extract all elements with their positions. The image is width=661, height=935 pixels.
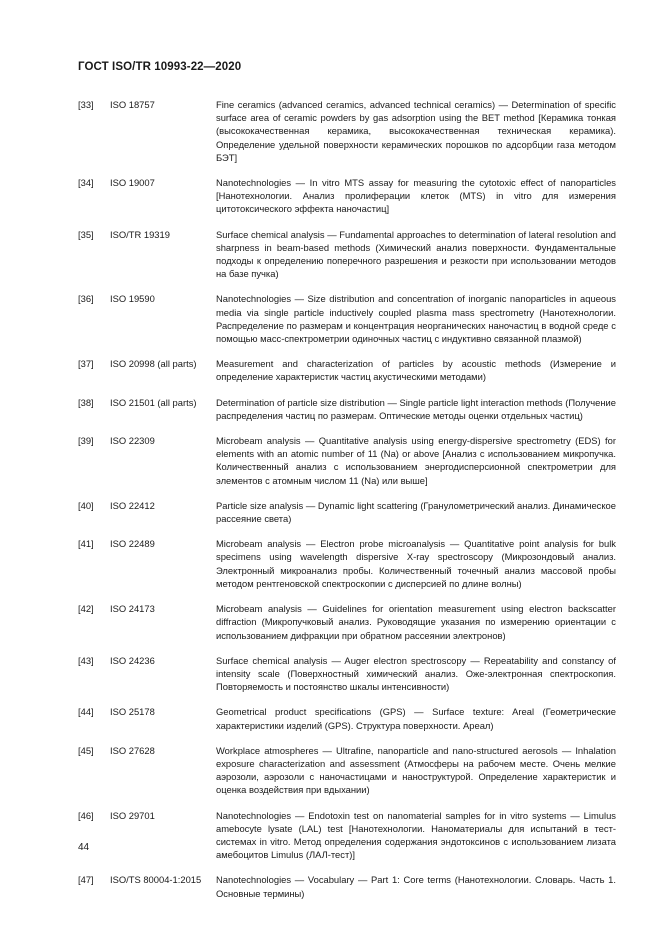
reference-entry <box>78 357 616 383</box>
reference-entry <box>78 499 616 525</box>
reference-entry <box>78 228 616 281</box>
reference-title: Microbeam analysis — Quantitative analysis using energy-dispersive spectrometry (EDS) for elements with an atomic number of 11 (Na) or above [Анализ с использованием микропучка. Количественный анализ с использованием энергодисперсионной спектрометрии для элементов с атомным числом 11 (Na) или выше] <box>216 435 616 486</box>
reference-number: [45] <box>78 744 94 756</box>
reference-entry <box>78 654 616 694</box>
reference-number: [44] <box>78 706 94 718</box>
reference-number: [37] <box>78 358 94 370</box>
reference-title: Workplace atmospheres — Ultrafine, nanoparticle and nano-structured aerosols — Inhalation exposure characterization and assessment (Атмосферы на рабочем месте. Очень мелкие аэрозоли, аэрозоли с наночастицами и наноструктурой. Определение характеристик и оценка воздействия при вдыхании) <box>216 744 616 796</box>
reference-standard: ISO/TR 19319 <box>110 228 170 240</box>
reference-title: Nanotechnologies — In vitro MTS assay for measuring the cytotoxic effect of nanoparticles [Нанотехнологии. Анализ пролиферации клеток (MTS) in vitro для измерения цитотоксического эффекта наночастиц] <box>216 177 616 215</box>
reference-number: [47] <box>78 874 94 886</box>
reference-standard: ISO 19007 <box>110 177 155 189</box>
reference-entry <box>78 176 616 216</box>
reference-title: Surface chemical analysis — Auger electron spectroscopy — Repeatability and constancy of intensity scale (Поверхностный химический анализ. Оже-электронная спектроскопия. Повторяемость и постоянство шкалы интенсивности) <box>216 654 616 693</box>
reference-number: [33] <box>78 99 94 110</box>
reference-standard: ISO 24236 <box>110 654 155 666</box>
reference-standard: ISO 22309 <box>110 435 155 447</box>
reference-title: Measurement and characterization of particles by acoustic methods (Измерение и определение характеристик частиц акустическими методами) <box>216 358 616 383</box>
reference-title: Particle size analysis — Dynamic light scattering (Гранулометрический анализ. Динамическое рассеяние света) <box>216 499 616 525</box>
reference-entry <box>78 873 616 899</box>
reference-title: Microbeam analysis — Electron probe microanalysis — Quantitative point analysis for bulk specimens using wavelength dispersive X-ray spectroscopy (Микрозондовый анализ. Электронный микроанализ пробы. Количественный точечный анализ массовой пробы методом рентгеновской спектроскопии с дисперсией по длине волны) <box>216 538 616 589</box>
reference-entry <box>78 434 616 487</box>
reference-standard: ISO 18757 <box>110 99 155 110</box>
reference-entry <box>78 705 616 731</box>
reference-number: [43] <box>78 654 94 666</box>
reference-standard: ISO 22412 <box>110 499 155 511</box>
reference-entry <box>78 396 616 422</box>
reference-title: Nanotechnologies — Vocabulary — Part 1: Core terms (Нанотехнологии. Словарь. Часть 1. Основные термины) <box>216 874 616 899</box>
reference-entry <box>78 602 616 642</box>
reference-standard: ISO 25178 <box>110 706 155 718</box>
reference-number: [46] <box>78 809 94 821</box>
reference-entry <box>78 744 616 797</box>
document-header: ГОСТ ISO/TR 10993-22—2020 <box>78 61 242 73</box>
reference-title: Fine ceramics (advanced ceramics, advanced technical ceramics) — Determination of specific surface area of ceramic powders by gas adsorption using the BET method [Керамика тонкая (высококачественная керамика, высококачественная техническая керамика). Определение удельной поверхности керамических порошков по адсорбции газа методом БЭТ] <box>216 99 616 163</box>
reference-standard: ISO 27628 <box>110 744 155 756</box>
reference-number: [42] <box>78 603 94 615</box>
reference-standard: ISO 24173 <box>110 603 155 615</box>
reference-number: [34] <box>78 177 94 189</box>
reference-number: [39] <box>78 435 94 447</box>
reference-standard: ISO 21501 (all parts) <box>110 396 197 408</box>
reference-title: Nanotechnologies — Size distribution and concentration of inorganic nanoparticles in aqueous media via single particle inductively coupled plasma mass spectrometry (Нанотехнологии. Распределение по размерам и концентрация неорганических наночастиц в водной среде с помощью масс-спектрометрии одиночных частиц с индуктивно связанной плазмой) <box>216 293 616 345</box>
reference-standard: ISO 20998 (all parts) <box>110 358 197 370</box>
bibliography-list <box>78 98 616 912</box>
reference-standard: ISO 22489 <box>110 538 155 550</box>
reference-number: [35] <box>78 228 94 240</box>
reference-title: Determination of particle size distribution — Single particle light interaction methods (Получение распределения частиц по размерам. Оптические методы оценки отдельных частиц) <box>216 396 616 421</box>
reference-standard: ISO 19590 <box>110 293 155 305</box>
reference-standard: ISO 29701 <box>110 809 155 821</box>
reference-standard: ISO/TS 80004-1:2015 <box>110 874 202 886</box>
reference-entry <box>78 537 616 590</box>
reference-number: [41] <box>78 538 94 550</box>
reference-title: Microbeam analysis — Guidelines for orientation measurement using electron backscatter diffraction (Микропучковый анализ. Руководящие указания по измерению ориентации с использованием дифракции при обратном рассеянии электронов) <box>216 603 616 641</box>
reference-entry <box>78 292 616 345</box>
reference-number: [38] <box>78 396 94 408</box>
reference-number: [36] <box>78 293 94 305</box>
reference-title: Nanotechnologies — Endotoxin test on nanomaterial samples for in vitro systems — Limulus amebocyte lysate (LAL) test [Нанотехнологии. Наноматериалы для испытаний в тест-системах in vitro. Метод определения содержания эндотоксинов с использованием лизата амебоцитов Limulus (ЛАЛ-тест)] <box>216 809 616 861</box>
reference-entry <box>78 98 616 164</box>
reference-number: [40] <box>78 499 94 511</box>
reference-title: Surface chemical analysis — Fundamental approaches to determination of lateral resolution and sharpness in beam-based methods (Химический анализ поверхности. Фундаментальные подходы к определению поперечного разрешения и резкости при использовании методов на базе пучка) <box>216 228 616 280</box>
reference-title: Geometrical product specifications (GPS) — Surface texture: Areal (Геометрические характеристики изделий (GPS). Структура поверхности. Ареал) <box>216 706 616 731</box>
page-number: 44 <box>78 842 90 853</box>
reference-entry <box>78 809 616 862</box>
